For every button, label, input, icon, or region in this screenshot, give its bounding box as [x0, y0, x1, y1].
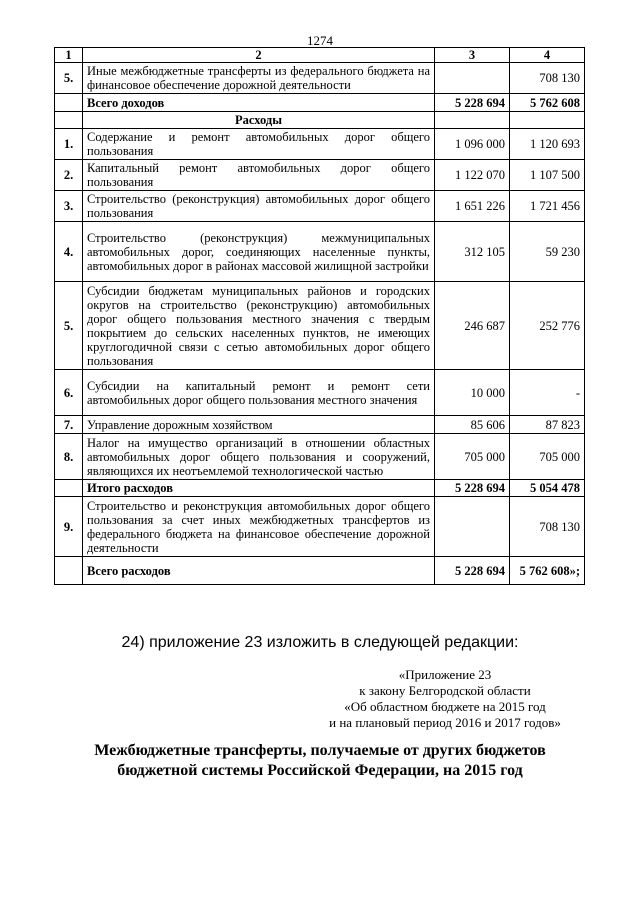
amendment-paragraph: 24) приложение 23 изложить в следующей редакции:: [121, 634, 519, 651]
row-description: Всего расходов: [83, 557, 435, 585]
value-2015: [435, 63, 510, 94]
value-2016: 1 107 500: [510, 160, 585, 191]
table-row: [55, 557, 585, 585]
value-2016: 705 000: [510, 434, 585, 480]
value-2015: 5 228 694: [435, 480, 510, 497]
row-number: 4.: [55, 222, 83, 282]
appendix-line: «Об областном бюджете на 2015 год: [344, 699, 546, 714]
row-description: Строительство и реконструкция автомобильных дорог общего пользования за счет иных межбюджетных трансфертов из федерального бюджета на финансовое обеспечение дорожной деятельности: [83, 497, 435, 557]
table-row: [55, 434, 585, 480]
value-2016: [510, 112, 585, 129]
row-number: [55, 112, 83, 129]
value-2015: 10 000: [435, 370, 510, 416]
appendix-line: к закону Белгородской области: [359, 683, 531, 698]
value-2016: 5 762 608: [510, 94, 585, 112]
row-number: 1.: [55, 129, 83, 160]
row-number: [55, 480, 83, 497]
heading-line: бюджетной системы Российской Федерации, на 2015 год: [117, 762, 523, 779]
table-row: [55, 480, 585, 497]
value-2016: 1 120 693: [510, 129, 585, 160]
row-description: Содержание и ремонт автомобильных дорог общего пользования: [83, 129, 435, 160]
value-2015: 246 687: [435, 282, 510, 370]
value-2016: 5 762 608»;: [510, 557, 585, 585]
appendix-line: и на плановый период 2016 и 2017 годов»: [329, 715, 561, 730]
value-2016: 5 054 478: [510, 480, 585, 497]
table-row: [55, 129, 585, 160]
appendix-line: «Приложение 23: [398, 667, 492, 682]
value-2015: 1 096 000: [435, 129, 510, 160]
value-2015: [435, 497, 510, 557]
value-2016: -: [510, 370, 585, 416]
value-2016: 59 230: [510, 222, 585, 282]
row-description: Строительство (реконструкция) межмуниципальных автомобильных дорог, соединяющих населенные пункты, автомобильных дорог в районах массовой жилищной застройки: [83, 222, 435, 282]
row-number: [55, 557, 83, 585]
row-number: 7.: [55, 416, 83, 434]
row-number: 2.: [55, 160, 83, 191]
row-description: Всего доходов: [83, 94, 435, 112]
document-heading: [0, 741, 640, 781]
value-2015: 5 228 694: [435, 557, 510, 585]
column-header: 1: [55, 48, 83, 63]
column-header: 2: [83, 48, 435, 63]
value-2015: 1 651 226: [435, 191, 510, 222]
row-description: Иные межбюджетные трансферты из федерального бюджета на финансовое обеспечение дорожной деятельности: [83, 63, 435, 94]
table-row: [55, 94, 585, 112]
section-heading: Расходы: [83, 112, 435, 129]
table-row: [55, 370, 585, 416]
table-row: [55, 416, 585, 434]
value-2016: 87 823: [510, 416, 585, 434]
value-2016: 252 776: [510, 282, 585, 370]
table-row: [55, 160, 585, 191]
heading-line: Межбюджетные трансферты, получаемые от других бюджетов: [94, 742, 546, 759]
table-row: [55, 222, 585, 282]
value-2016: 708 130: [510, 63, 585, 94]
row-number: 8.: [55, 434, 83, 480]
row-number: 6.: [55, 370, 83, 416]
appendix-reference: [300, 667, 590, 731]
row-description: Капитальный ремонт автомобильных дорог общего пользования: [83, 160, 435, 191]
value-2016: 708 130: [510, 497, 585, 557]
column-header: 4: [510, 48, 585, 63]
row-number: 5.: [55, 282, 83, 370]
table-row: [55, 191, 585, 222]
row-description: Управление дорожным хозяйством: [83, 416, 435, 434]
table-row: [55, 282, 585, 370]
row-description: Субсидии бюджетам муниципальных районов и городских округов на строительство (реконструкцию) автомобильных дорог общего пользования местного значения с твердым покрытием до сельских населенных пунктов, не имеющих круглогодичной связи с сетью автомобильных дорог общего пользования: [83, 282, 435, 370]
value-2015: 705 000: [435, 434, 510, 480]
table-row: [55, 497, 585, 557]
row-description: Налог на имущество организаций в отношении областных автомобильных дорог общего пользования и сооружений, являющихся их неотъемлемой технологической частью: [83, 434, 435, 480]
table-row: [55, 112, 585, 129]
row-description: Итого расходов: [83, 480, 435, 497]
row-number: 5.: [55, 63, 83, 94]
value-2016: 1 721 456: [510, 191, 585, 222]
row-number: 3.: [55, 191, 83, 222]
value-2015: 1 122 070: [435, 160, 510, 191]
budget-table: [54, 47, 585, 585]
table-row: [55, 63, 585, 94]
row-number: [55, 94, 83, 112]
value-2015: 5 228 694: [435, 94, 510, 112]
value-2015: [435, 112, 510, 129]
page-number: 1274: [307, 33, 333, 48]
row-number: 9.: [55, 497, 83, 557]
value-2015: 312 105: [435, 222, 510, 282]
row-description: Субсидии на капитальный ремонт и ремонт сети автомобильных дорог общего пользования местного значения: [83, 370, 435, 416]
column-header: 3: [435, 48, 510, 63]
table-header-row: [55, 48, 585, 63]
value-2015: 85 606: [435, 416, 510, 434]
row-description: Строительство (реконструкция) автомобильных дорог общего пользования: [83, 191, 435, 222]
